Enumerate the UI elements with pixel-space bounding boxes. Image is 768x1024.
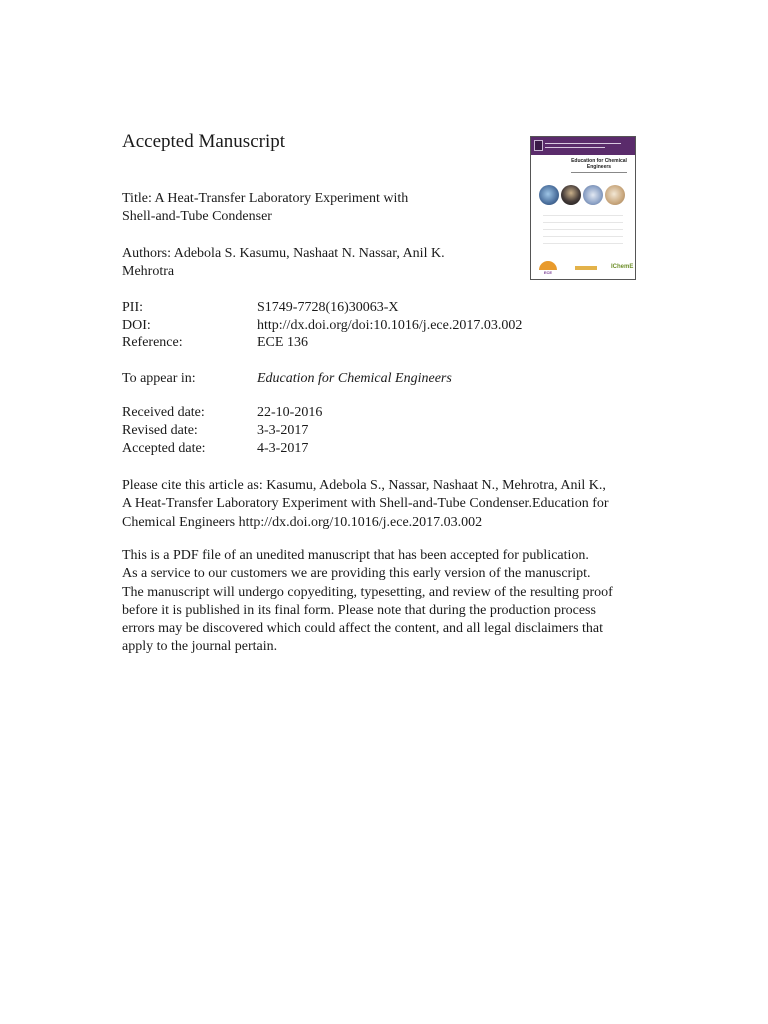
ece-logo-icon: ECE bbox=[539, 261, 557, 275]
cover-photo-3 bbox=[583, 185, 603, 205]
date-value: 4-3-2017 bbox=[257, 441, 309, 456]
meta-label: DOI: bbox=[122, 318, 151, 333]
cover-band bbox=[531, 137, 635, 155]
notice-line: As a service to our customers we are providing this early version of the manuscript. bbox=[122, 566, 591, 582]
cover-footer-mark bbox=[575, 266, 597, 270]
notice-line: before it is published in its final form. Please note that during the production process bbox=[122, 602, 596, 618]
doi-link[interactable]: http://dx.doi.org/doi:10.1016/j.ece.2017.03.002 bbox=[257, 318, 523, 333]
icheme-logo: IChemE bbox=[611, 264, 634, 270]
notice-line: The manuscript will undergo copyediting, typesetting, and review of the resulting proof bbox=[122, 584, 613, 600]
notice-line: errors may be discovered which could affect the content, and all legal disclaimers that bbox=[122, 621, 604, 637]
publisher-logo-icon bbox=[534, 140, 543, 151]
cover-text-lines bbox=[543, 215, 623, 250]
page-heading: Accepted Manuscript bbox=[122, 131, 286, 152]
cover-photo-2 bbox=[561, 185, 581, 205]
cover-subtitle-line bbox=[571, 172, 627, 173]
authors-line: Authors: Adebola S. Kasumu, Nashaat N. Nassar, Anil K. bbox=[122, 246, 445, 261]
title-line: Shell-and-Tube Condenser bbox=[122, 209, 272, 224]
date-value: 22-10-2016 bbox=[257, 405, 323, 420]
cover-photos bbox=[539, 183, 631, 207]
cover-photo-1 bbox=[539, 185, 559, 205]
notice-line: This is a PDF file of an unedited manuscript that has been accepted for publication. bbox=[122, 548, 589, 563]
cover-title: Education for Chemical Engineers bbox=[571, 158, 627, 170]
journal-cover-image bbox=[530, 136, 636, 280]
notice-paragraph bbox=[122, 547, 642, 657]
citation-line: Please cite this article as: Kasumu, Adebola S., Nassar, Nashaat N., Mehrotra, Anil K., bbox=[122, 478, 606, 493]
citation-paragraph bbox=[122, 477, 642, 532]
meta-value: ECE 136 bbox=[257, 335, 308, 350]
meta-label: Reference: bbox=[122, 335, 183, 350]
title-line: Title: A Heat-Transfer Laboratory Experiment with bbox=[122, 191, 409, 206]
cover-photo-4 bbox=[605, 185, 625, 205]
authors-line: Mehrotra bbox=[122, 264, 175, 279]
appear-label: To appear in: bbox=[122, 371, 196, 386]
date-label: Revised date: bbox=[122, 423, 198, 438]
citation-line: A Heat-Transfer Laboratory Experiment with Shell-and-Tube Condenser.Education for bbox=[122, 496, 609, 512]
cover-footer bbox=[537, 261, 634, 277]
notice-line: apply to the journal pertain. bbox=[122, 639, 278, 655]
date-value: 3-3-2017 bbox=[257, 423, 309, 438]
date-label: Accepted date: bbox=[122, 441, 206, 456]
meta-value: S1749-7728(16)30063-X bbox=[257, 300, 399, 315]
article-title bbox=[122, 190, 408, 226]
authors bbox=[122, 245, 445, 281]
date-label: Received date: bbox=[122, 405, 205, 420]
meta-label: PII: bbox=[122, 300, 143, 315]
citation-line: Chemical Engineers http://dx.doi.org/10.1016/j.ece.2017.03.002 bbox=[122, 514, 483, 530]
journal-name: Education for Chemical Engineers bbox=[257, 371, 452, 386]
